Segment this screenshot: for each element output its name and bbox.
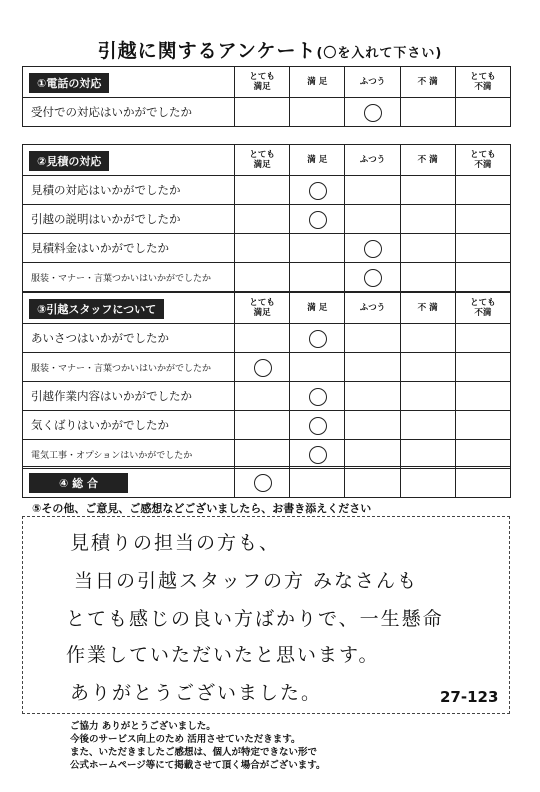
handwritten-line: とても感じの良い方ばかりで、一生懸命 [66,608,444,630]
section-estimate [22,144,511,292]
rating-cell[interactable] [455,98,510,127]
form-code: 27-123 [440,688,499,706]
rating-cell[interactable] [345,263,400,292]
footer-line: また、いただきましたご感想は、個人が特定できない形で [70,747,318,758]
rating-column-header: 不 満 [400,67,455,98]
footer-note [70,720,326,772]
circle-mark-icon [364,269,382,287]
question-text: 服装・マナー・言葉つかいはいかがでしたか [23,353,235,382]
question-row [23,176,511,205]
rating-column-header: 不 満 [400,145,455,176]
section-label: ①電話の対応 [29,73,109,93]
rating-cell[interactable] [290,440,345,469]
rating-column-header: ふつう [345,293,400,324]
rating-cell[interactable] [400,382,455,411]
section-label: ②見積の対応 [29,151,109,171]
circle-mark-icon [364,104,382,122]
rating-column-header: ふつう [345,145,400,176]
question-text: 受付での対応はいかがでしたか [23,98,235,127]
question-text: 見積の対応はいかがでしたか [23,176,235,205]
rating-column-header: とても 満足 [235,145,290,176]
rating-cell[interactable] [235,263,290,292]
section-overall [22,466,511,498]
question-text: 電気工事・オプションはいかがでしたか [23,440,235,469]
circle-mark-icon [309,211,327,229]
rating-column-header: ふつう [345,67,400,98]
rating-column-header: とても 不満 [455,67,510,98]
rating-cell[interactable] [400,324,455,353]
section-staff [22,292,511,469]
rating-cell[interactable] [400,411,455,440]
rating-cell[interactable] [290,234,345,263]
rating-cell[interactable] [400,353,455,382]
rating-cell[interactable] [235,234,290,263]
rating-cell[interactable] [235,205,290,234]
question-row [23,263,511,292]
circle-mark-icon [309,330,327,348]
rating-cell[interactable] [455,440,510,469]
rating-cell[interactable] [235,467,290,498]
rating-column-header: 満 足 [290,67,345,98]
rating-column-header: とても 満足 [235,67,290,98]
rating-cell[interactable] [455,411,510,440]
rating-cell[interactable] [235,440,290,469]
section-header [23,293,235,324]
rating-cell[interactable] [235,353,290,382]
rating-cell[interactable] [455,353,510,382]
rating-cell[interactable] [235,411,290,440]
rating-cell[interactable] [345,324,400,353]
circle-mark-icon [309,388,327,406]
footer-line: 今後のサービス向上のため 活用させていただきます。 [70,734,301,745]
rating-cell[interactable] [235,98,290,127]
handwritten-line: 当日の引越スタッフの方 みなさんも [74,570,419,592]
rating-cell[interactable] [235,324,290,353]
rating-cell[interactable] [290,382,345,411]
rating-column-header: とても 満足 [235,293,290,324]
rating-cell[interactable] [235,382,290,411]
circle-mark-icon [309,182,327,200]
question-row [23,440,511,469]
rating-cell[interactable] [455,467,510,498]
rating-cell[interactable] [345,411,400,440]
rating-cell[interactable] [290,324,345,353]
rating-cell[interactable] [345,205,400,234]
question-row [23,411,511,440]
handwritten-line: 見積りの担当の方も、 [70,532,281,554]
circle-mark-icon [254,359,272,377]
section-label: ③引越スタッフについて [29,299,164,319]
rating-cell[interactable] [400,176,455,205]
rating-cell[interactable] [455,263,510,292]
rating-cell[interactable] [455,176,510,205]
handwritten-line: ありがとうございました。 [70,682,323,704]
rating-cell[interactable] [290,205,345,234]
question-text: 服装・マナー・言葉つかいはいかがでしたか [23,263,235,292]
rating-column-header: とても 不満 [455,145,510,176]
rating-cell[interactable] [400,205,455,234]
rating-cell[interactable] [345,234,400,263]
rating-cell[interactable] [345,176,400,205]
rating-cell[interactable] [345,353,400,382]
handwritten-line: 作業していただいたと思います。 [66,644,380,666]
rating-cell[interactable] [400,263,455,292]
rating-cell[interactable] [400,98,455,127]
rating-column-header: 満 足 [290,145,345,176]
rating-cell[interactable] [400,440,455,469]
question-text: 気くばりはいかがでしたか [23,411,235,440]
survey-title [0,36,540,63]
question-row [23,234,511,263]
rating-column-header: 不 満 [400,293,455,324]
rating-cell[interactable] [400,467,455,498]
rating-cell[interactable] [290,353,345,382]
question-row [23,98,511,127]
overall-label: ④ 総 合 [29,473,128,493]
circle-mark-icon [309,446,327,464]
question-row [23,324,511,353]
question-text: 見積料金はいかがでしたか [23,234,235,263]
circle-mark-icon [254,474,272,492]
rating-cell[interactable] [455,234,510,263]
footer-line: 公式ホームページ等にて掲載させて頂く場合がございます。 [70,760,326,771]
rating-cell[interactable] [290,411,345,440]
rating-cell[interactable] [290,263,345,292]
rating-cell[interactable] [345,98,400,127]
footer-line: ご協力 ありがとうございました。 [70,721,216,732]
circle-mark-icon [364,240,382,258]
question-text: あいさつはいかがでしたか [23,324,235,353]
circle-mark-icon [309,417,327,435]
question-row [23,353,511,382]
section-header [23,145,235,176]
question-row [23,205,511,234]
overall-row [23,467,511,498]
rating-column-header: とても 不満 [455,293,510,324]
comment-prompt: ⑤その他、ご意見、ご感想などございましたら、お書き添えください [32,502,372,515]
rating-cell[interactable] [345,440,400,469]
section-header [23,67,235,98]
rating-cell[interactable] [400,234,455,263]
overall-header [23,467,235,498]
question-text: 引越の説明はいかがでしたか [23,205,235,234]
rating-cell[interactable] [455,205,510,234]
title-text: 引越に関するアンケート [97,40,317,62]
section-phone [22,66,511,127]
rating-cell[interactable] [290,176,345,205]
rating-cell[interactable] [455,324,510,353]
title-note: (〇を入れて下さい) [316,46,443,61]
rating-cell[interactable] [290,98,345,127]
question-row [23,382,511,411]
rating-cell[interactable] [345,382,400,411]
question-text: 引越作業内容はいかがでしたか [23,382,235,411]
rating-cell[interactable] [455,382,510,411]
rating-cell[interactable] [290,467,345,498]
rating-cell[interactable] [345,467,400,498]
rating-cell[interactable] [235,176,290,205]
rating-column-header: 満 足 [290,293,345,324]
